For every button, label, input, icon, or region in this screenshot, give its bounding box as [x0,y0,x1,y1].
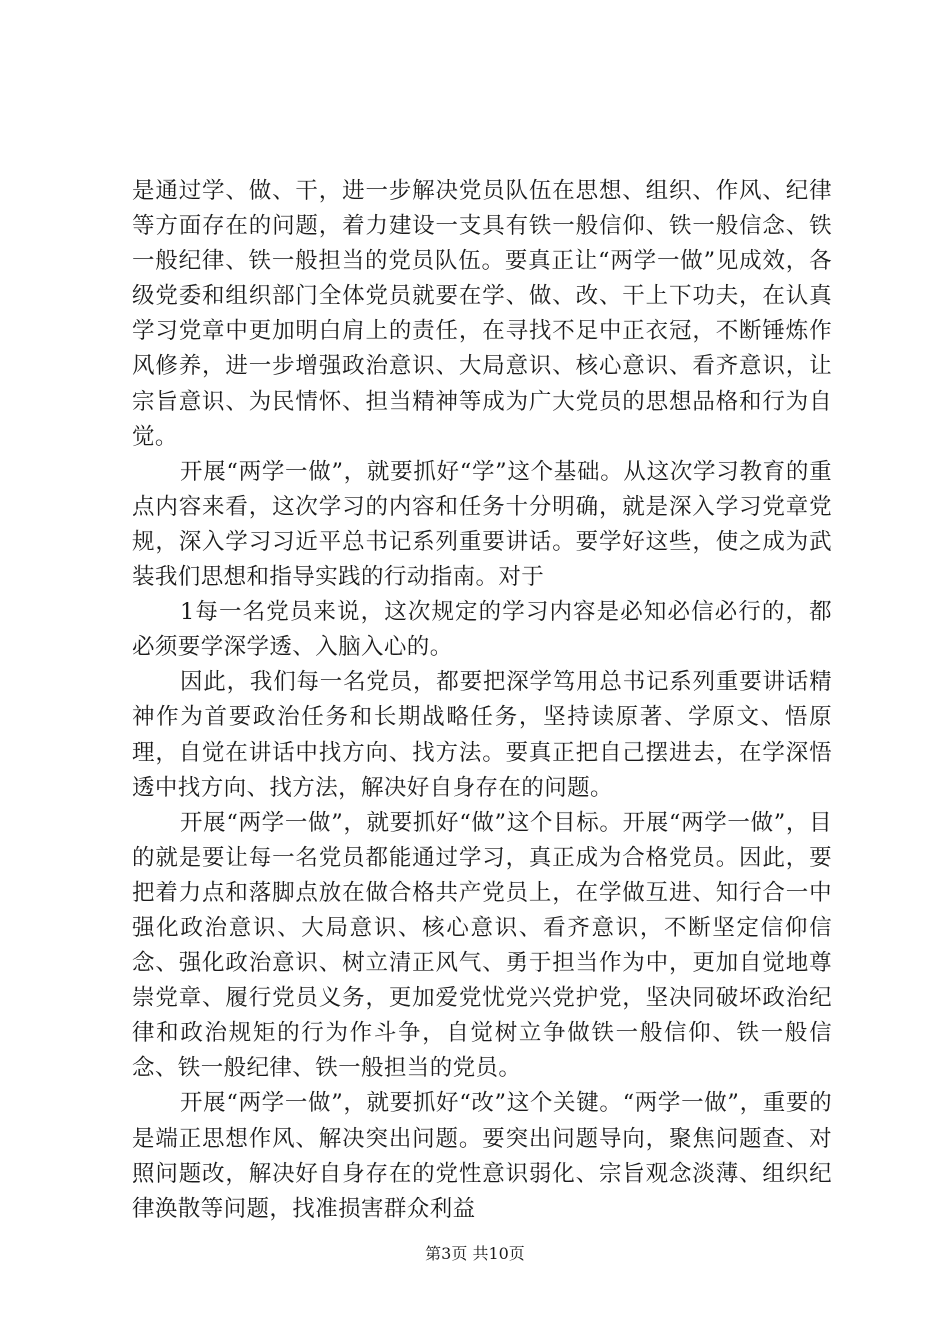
paragraph-5: 开展“两学一做”，就要抓好“做”这个目标。开展“两学一做”，目的就是要让每一名党员都能通过学习，真正成为合格党员。因此，要把着力点和落脚点放在做合格共产党员上，在学做互进、知行合一中强化政治意识、大局意识、核心意识、看齐意识，不断坚定信仰信念、强化政治意识、树立清正风气、勇于担当作为中，更加自觉地尊崇党章、履行党员义务，更加爱党忧党兴党护党，坚决同破坏政治纪律和政治规矩的行为作斗争，自觉树立争做铁一般信仰、铁一般信念、铁一般纪律、铁一般担当的党员。 [132,809,832,1082]
document-body [132,174,832,1227]
page-number-footer: 第3页 共10页 [425,1244,525,1263]
paragraph-1: 是通过学、做、干，进一步解决党员队伍在思想、组织、作风、纪律等方面存在的问题，着力建设一支具有铁一般信仰、铁一般信念、铁一般纪律、铁一般担当的党员队伍。要真正让“两学一做”见成效，各级党委和组织部门全体党员就要在学、做、改、干上下功夫，在认真学习党章中更加明白肩上的责任，在寻找不足中正衣冠，不断锤炼作风修养，进一步增强政治意识、大局意识、核心意识、看齐意识，让宗旨意识、为民情怀、担当精神等成为广大党员的思想品格和行为自觉。 [132,178,832,450]
paragraph-3: 1每一名党员来说，这次规定的学习内容是必知必信必行的，都必须要学深学透、入脑入心的。 [132,599,832,661]
paragraph-4: 因此，我们每一名党员，都要把深学笃用总书记系列重要讲话精神作为首要政治任务和长期战略任务，坚持读原著、学原文、悟原理，自觉在讲话中找方向、找方法。要真正把自己摆进去，在学深悟透中找方向、找方法，解决好自身存在的问题。 [132,669,832,801]
paragraph-2: 开展“两学一做”，就要抓好“学”这个基础。从这次学习教育的重点内容来看，这次学习的内容和任务十分明确，就是深入学习党章党规，深入学习习近平总书记系列重要讲话。要学好这些，使之成为武装我们思想和指导实践的行动指南。对于 [132,458,832,591]
paragraph-6: 开展“两学一做”，就要抓好“改”这个关键。“两学一做”，重要的是端正思想作风、解决突出问题。要突出问题导向，聚焦问题查、对照问题改，解决好自身存在的党性意识弱化、宗旨观念淡薄、组织纪律涣散等问题，找准损害群众利益 [132,1090,832,1222]
